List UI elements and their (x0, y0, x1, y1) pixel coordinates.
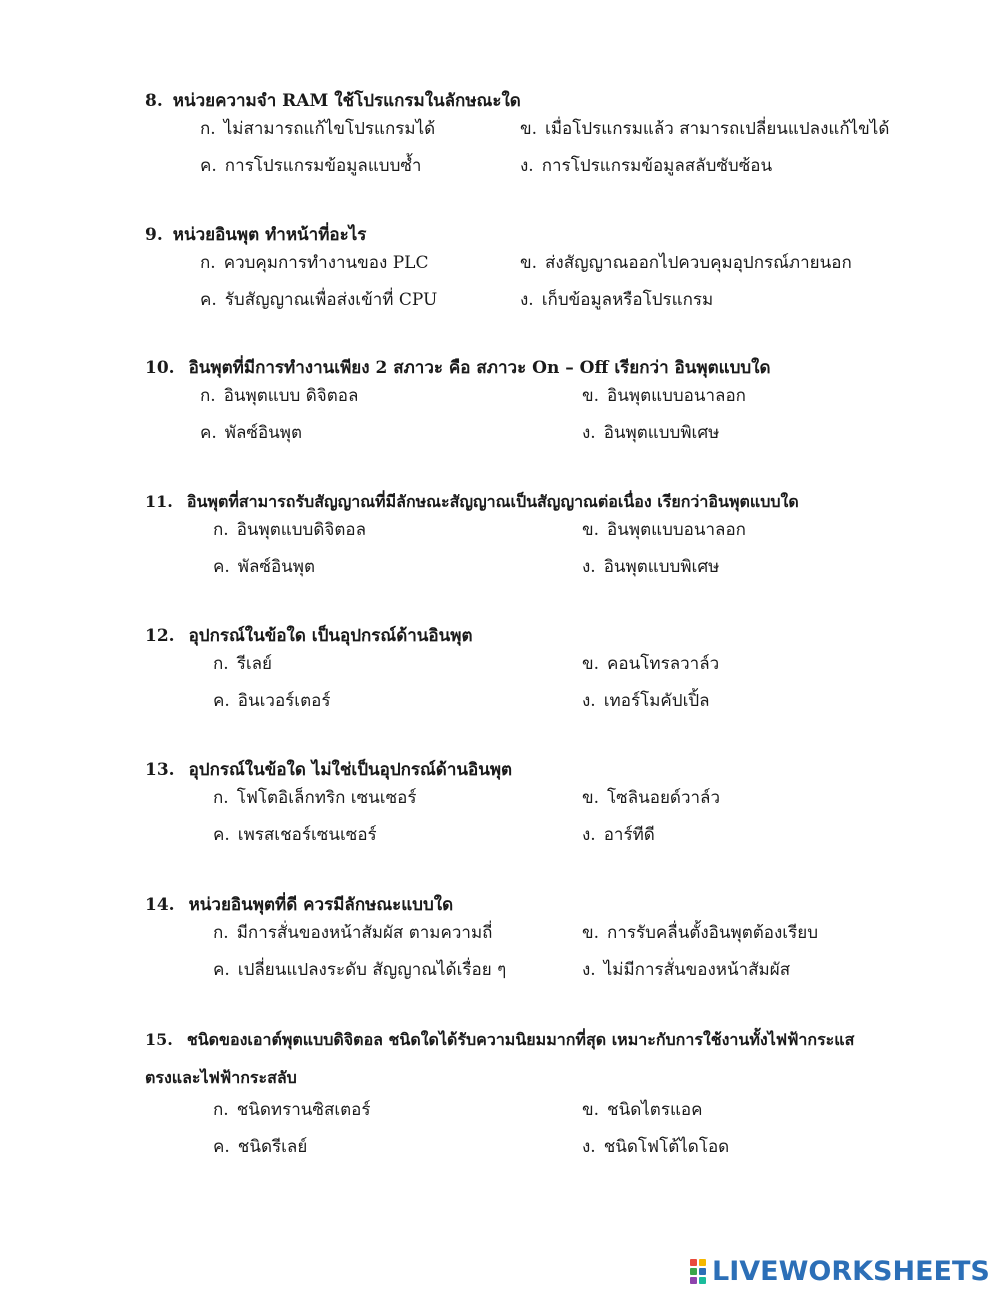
logo-mark-cell (690, 1277, 697, 1284)
option-a[interactable]: ก. ควบคุมการทำงานของ PLC (200, 253, 429, 273)
option-d[interactable]: ง. ชนิดโฟโต้ไดโอด (582, 1137, 730, 1157)
logo-mark-cell (699, 1259, 706, 1266)
option-c[interactable]: ค. รับสัญญาณเพื่อส่งเข้าที่ CPU (200, 290, 438, 310)
options (145, 787, 905, 863)
question-text: อินพุตที่มีการทำงานเพียง 2 สภาวะ คือ สภาวะ On – Off เรียกว่า อินพุตแบบใด (188, 358, 771, 378)
option-c[interactable]: ค. การโปรแกรมข้อมูลแบบซ้ำ (200, 156, 422, 176)
option-a[interactable]: ก. อินพุตแบบดิจิตอล (213, 520, 366, 540)
option-b[interactable]: ข. ส่งสัญญาณออกไปควบคุมอุปกรณ์ภายนอก (520, 253, 852, 273)
liveworksheets-logo-icon (690, 1259, 706, 1284)
question-number: 9. (145, 225, 163, 245)
option-d[interactable]: ง. เก็บข้อมูลหรือโปรแกรม (520, 290, 714, 310)
question-title (145, 1021, 880, 1097)
question-number: 14. (145, 895, 175, 915)
question-15 (145, 1021, 880, 1175)
question-number: 11. (145, 492, 173, 511)
logo-mark-cell (690, 1259, 697, 1266)
option-b[interactable]: ข. คอนโทรลวาล์ว (582, 654, 720, 674)
question-12 (145, 625, 905, 729)
question-number: 12. (145, 626, 175, 646)
option-a[interactable]: ก. โฟโตอิเล็กทริก เซนเซอร์ (213, 788, 417, 808)
option-c[interactable]: ค. พัลซ์อินพุต (200, 423, 303, 443)
question-title (145, 491, 905, 513)
option-c[interactable]: ค. อินเวอร์เตอร์ (213, 691, 331, 711)
option-b[interactable]: ข. อินพุตแบบอนาลอก (582, 520, 746, 540)
option-b[interactable]: ข. อินพุตแบบอนาลอก (582, 386, 746, 406)
option-a[interactable]: ก. ชนิดทรานซิสเตอร์ (213, 1100, 371, 1120)
logo-text: LIVEWORKSHEETS (712, 1255, 990, 1287)
question-text: อุปกรณ์ในข้อใด เป็นอุปกรณ์ด้านอินพุต (188, 626, 473, 646)
option-a[interactable]: ก. อินพุตแบบ ดิจิตอล (200, 386, 359, 406)
option-d[interactable]: ง. อาร์ทีดี (582, 825, 655, 845)
option-b[interactable]: ข. การรับคลื่นตั้งอินพุตต้องเรียบ (582, 923, 818, 943)
question-text: อินพุตที่สามารถรับสัญญาณที่มีลักษณะสัญญาณเป็นสัญญาณต่อเนื่อง เรียกว่าอินพุตแบบใด (186, 492, 799, 511)
question-title (145, 894, 905, 916)
option-a[interactable]: ก. รีเลย์ (213, 654, 273, 674)
options (145, 519, 905, 595)
option-b[interactable]: ข. เมื่อโปรแกรมแล้ว สามารถเปลี่ยนแปลงแก้ไขได้ (520, 119, 890, 139)
options (145, 922, 905, 998)
question-9 (145, 224, 905, 328)
option-c[interactable]: ค. เพรสเชอร์เซนเซอร์ (213, 825, 377, 845)
option-b[interactable]: ข. ชนิดไตรแอค (582, 1100, 703, 1120)
options (145, 118, 905, 194)
option-c[interactable]: ค. เปลี่ยนแปลงระดับ สัญญาณได้เรื่อย ๆ (213, 960, 507, 980)
option-d[interactable]: ง. การโปรแกรมข้อมูลสลับซับซ้อน (520, 156, 773, 176)
question-number: 8. (145, 91, 163, 111)
option-a[interactable]: ก. ไม่สามารถแก้ไขโปรแกรมได้ (200, 119, 436, 139)
question-8 (145, 90, 905, 194)
question-11 (145, 491, 905, 595)
options (145, 1099, 880, 1175)
logo-mark-cell (699, 1268, 706, 1275)
option-a[interactable]: ก. มีการสั่นของหน้าสัมผัส ตามความถี่ (213, 923, 493, 943)
question-text: หน่วยอินพุตที่ดี ควรมีลักษณะแบบใด (188, 895, 454, 915)
option-d[interactable]: ง. เทอร์โมคัปเปิ้ล (582, 691, 710, 711)
question-title (145, 759, 905, 781)
option-c[interactable]: ค. ชนิดรีเลย์ (213, 1137, 308, 1157)
option-b[interactable]: ข. โซลินอยด์วาล์ว (582, 788, 721, 808)
option-c[interactable]: ค. พัลซ์อินพุต (213, 557, 316, 577)
question-text: ชนิดของเอาต์พุตแบบดิจิตอล ชนิดใดได้รับความนิยมมากที่สุด เหมาะกับการใช้งานทั้งไฟฟ้ากระแสตรงและไฟฟ้ากระสลับ (145, 1030, 855, 1087)
question-text: หน่วยความจำ RAM ใช้โปรแกรมในลักษณะใด (172, 91, 521, 111)
question-14 (145, 894, 905, 998)
options (145, 385, 905, 461)
options (145, 653, 905, 729)
option-d[interactable]: ง. ไม่มีการสั่นของหน้าสัมผัส (582, 960, 791, 980)
question-title (145, 357, 905, 379)
question-title (145, 625, 905, 647)
question-title (145, 90, 905, 112)
question-10 (145, 357, 905, 461)
liveworksheets-logo[interactable] (690, 1254, 990, 1288)
option-d[interactable]: ง. อินพุตแบบพิเศษ (582, 423, 720, 443)
logo-mark-cell (690, 1268, 697, 1275)
question-text: อุปกรณ์ในข้อใด ไม่ใช่เป็นอุปกรณ์ด้านอินพุต (188, 760, 513, 780)
question-text: หน่วยอินพุต ทำหน้าที่อะไร (172, 225, 367, 245)
options (145, 252, 905, 328)
question-number: 13. (145, 760, 175, 780)
question-number: 15. (145, 1030, 173, 1049)
question-title (145, 224, 905, 246)
logo-mark-cell (699, 1277, 706, 1284)
option-d[interactable]: ง. อินพุตแบบพิเศษ (582, 557, 720, 577)
question-13 (145, 759, 905, 863)
question-number: 10. (145, 358, 175, 378)
